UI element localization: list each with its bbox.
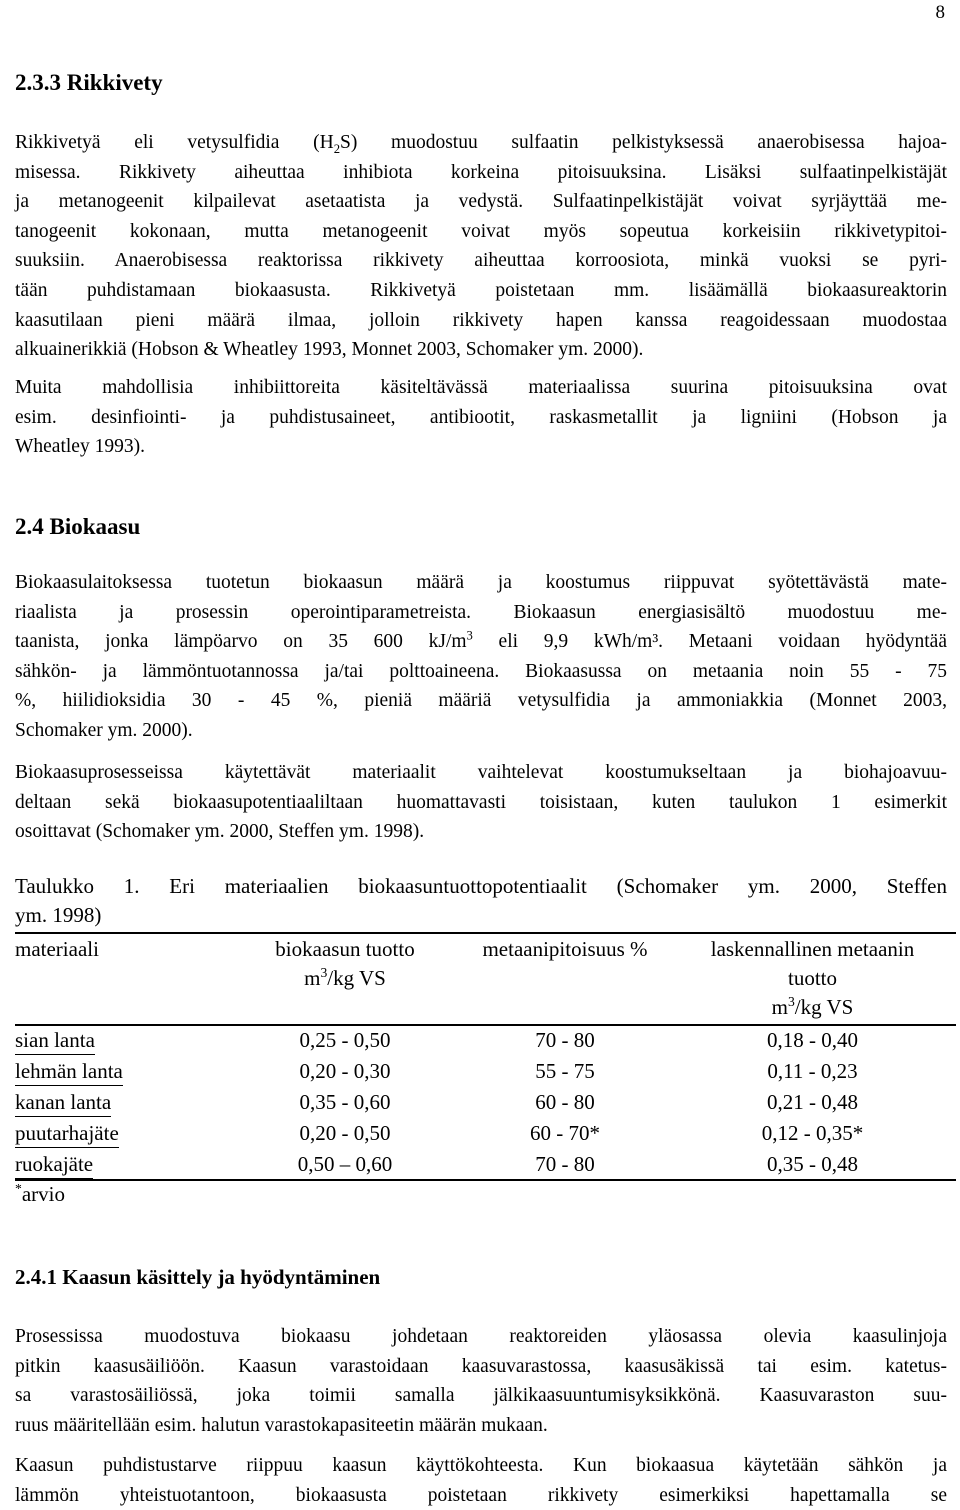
paragraph-kaasu-1: [15, 1322, 947, 1440]
text-line: Muita mahdollisia inhibiittoreita käsiteltävässä materiaalissa suurina pitoisuuksina ovat: [15, 377, 947, 398]
caption-line: Taulukko 1. Eri materiaalien biokaasuntuottopotentiaalit (Schomaker ym. 2000, Steffen: [15, 874, 947, 898]
table-caption: [15, 872, 947, 930]
cell-calc: 0,35 - 0,48: [767, 1152, 858, 1176]
cell-calc: 0,11 - 0,23: [767, 1059, 858, 1083]
text-line: %, hiilidioksidia 30 - 45 %, pieniä määriä vetysulfidia ja ammoniakkia (Monnet 2003,: [15, 690, 947, 712]
text-line: sähkön- ja lämmöntuotannossa ja/tai polttoaineena. Biokaasussa on metaania noin 55 - 75: [15, 660, 947, 682]
cell-calc: 0,21 - 0,48: [767, 1090, 858, 1114]
cell-yield: 0,50 – 0,60: [297, 1152, 393, 1176]
cell-methane: 70 - 80: [535, 1028, 595, 1052]
text-line: osoittavat (Schomaker ym. 2000, Steffen ym. 1998).: [15, 821, 425, 843]
cell-yield: 0,25 - 0,50: [299, 1028, 391, 1052]
text-line: Prosessissa muodostuva biokaasu johdetaan reaktoreiden yläosassa olevia kaasulinjoja: [15, 1326, 947, 1347]
text-line: Kaasun puhdistustarve riippuu kaasun käyttökohteesta. Kun biokaasua käytetään sähkön ja: [15, 1455, 947, 1476]
text-line: misessa. Rikkivety aiheuttaa inhibiota korkeina pitoisuuksina. Lisäksi sulfaatinpelkistäjät: [15, 161, 947, 183]
text-line: lämmön yhteistuotantoon, biokaasusta poistetaan rikkivety esimerkiksi hapettamalla se: [15, 1484, 947, 1506]
header-calc-methane: laskennallinen metaanin tuotto $m^3/kg$ VS: [710, 937, 915, 1019]
text-line: kaasutilaan pieni määrä ilmaa, jolloin rikkivety hapen kanssa reagoidessaan muodostaa: [15, 309, 947, 331]
text-line: tanogeenit kokonaan, mutta metanogeenit voivat myös sopeutua korkeisiin rikkivetypitoi-: [15, 220, 947, 242]
biogas-table: [15, 932, 956, 1202]
cell-methane: 70 - 80: [535, 1152, 595, 1176]
text-line: suuksiin. Anaerobisessa reaktorissa rikkivety aiheuttaa korroosiota, minkä vuoksi se pyri-: [15, 250, 947, 272]
text-line: Schomaker ym. 2000).: [15, 719, 193, 741]
text-line: riaalista ja prosessin operointiparametreista. Biokaasun energiasisältö muodostuu me-: [15, 601, 947, 623]
table-row: [15, 1056, 956, 1087]
table-footnote: *arvio: [15, 1181, 65, 1206]
header-methane-content: metaanipitoisuus %: [482, 937, 648, 961]
cell-material: lehmän lanta: [15, 1058, 123, 1086]
cell-material: ruokajäte: [15, 1151, 93, 1179]
text-line: esim. desinfiointi- ja puhdistusaineet, antibiootit, raskasmetallit ja ligniini (Hobson ja: [15, 406, 947, 428]
paragraph-rikkivety-2: [15, 373, 947, 462]
heading-kaasun-kasittely: 2.4.1 Kaasun käsittely ja hyödyntäminen: [15, 1265, 381, 1289]
cell-methane: 60 - 70*: [530, 1121, 600, 1145]
header-material: materiaali: [15, 937, 99, 961]
cell-yield: 0,35 - 0,60: [299, 1090, 391, 1114]
caption-line: ym. 1998): [15, 903, 102, 927]
paragraph-rikkivety-1: [15, 128, 947, 365]
text-line: Wheatley 1993).: [15, 436, 145, 458]
heading-biokaasu: 2.4 Biokaasu: [15, 514, 141, 539]
text-line: Biokaasuprosesseissa käytettävät materiaalit vaihtelevat koostumukseltaan ja biohajoavuu-: [15, 762, 947, 783]
cell-material: puutarhajäte: [15, 1120, 119, 1148]
text-line: taanista, jonka lämpöarvo on 35 600 $kJ/m^3$ eli 9,9 kWh/m³. Metaani voidaan hyödyntää: [15, 628, 947, 653]
cell-calc: 0,18 - 0,40: [767, 1028, 858, 1052]
cell-material: kanan lanta: [15, 1089, 111, 1117]
cell-methane: 55 - 75: [535, 1059, 595, 1083]
paragraph-kaasu-2: [15, 1451, 947, 1510]
text-line: pitkin kaasusäiliöön. Kaasun varastoidaan kaasuvarastossa, kaasusäkissä tai esim. katetus-: [15, 1355, 947, 1377]
text-line: tään puhdistamaan biokaasusta. Rikkivetyä poistetaan mm. lisäämällä biokaasureaktorin: [15, 279, 947, 301]
cell-yield: 0,20 - 0,50: [299, 1121, 391, 1145]
text-line: alkuainerikkiä (Hobson & Wheatley 1993, Monnet 2003, Schomaker ym. 2000).: [15, 339, 644, 361]
cell-methane: 60 - 80: [535, 1090, 595, 1114]
text-line: sa varastosäiliössä, joka toimii samalla jälkikaasuuntumisyksikkönä. Kaasuvaraston suu-: [15, 1385, 947, 1407]
text-line: deltaan sekä biokaasupotentiaaliltaan huomattavasti toisistaan, kuten taulukon 1 esimerkit: [15, 791, 947, 813]
paragraph-biokaasu-2: [15, 758, 947, 847]
table-row: [15, 1087, 956, 1118]
text-line: ja metanogeenit kilpailevat asetaatista ja vedystä. Sulfaatinpelkistäjät voivat syrjäyttää me-: [15, 191, 947, 213]
cell-material: sian lanta: [15, 1027, 95, 1055]
heading-rikkivety: 2.3.3 Rikkivety: [15, 70, 163, 95]
header-biogas-yield: biokaasun tuotto $m^3/kg$ VS: [275, 937, 415, 990]
cell-yield: 0,20 - 0,30: [299, 1059, 391, 1083]
cell-calc: 0,12 - 0,35*: [761, 1121, 864, 1145]
text-line: Biokaasulaitoksessa tuotetun biokaasun määrä ja koostumus riippuvat syötettävästä mate-: [15, 572, 947, 593]
text-line: Rikkivetyä eli vetysulfidia $(H_2S)$ muodostuu sulfaatin pelkistyksessä anaerobisessa hajoa-: [15, 132, 948, 156]
text-line: ruus määritellään esim. halutun varastokapasiteetin määrän mukaan.: [15, 1414, 548, 1436]
page-number: 8: [935, 2, 945, 23]
table-top-rule: [15, 932, 956, 934]
paragraph-biokaasu-1: [15, 568, 947, 746]
table-row: [15, 1025, 956, 1056]
table-row: [15, 1149, 956, 1180]
table-row: [15, 1118, 956, 1149]
